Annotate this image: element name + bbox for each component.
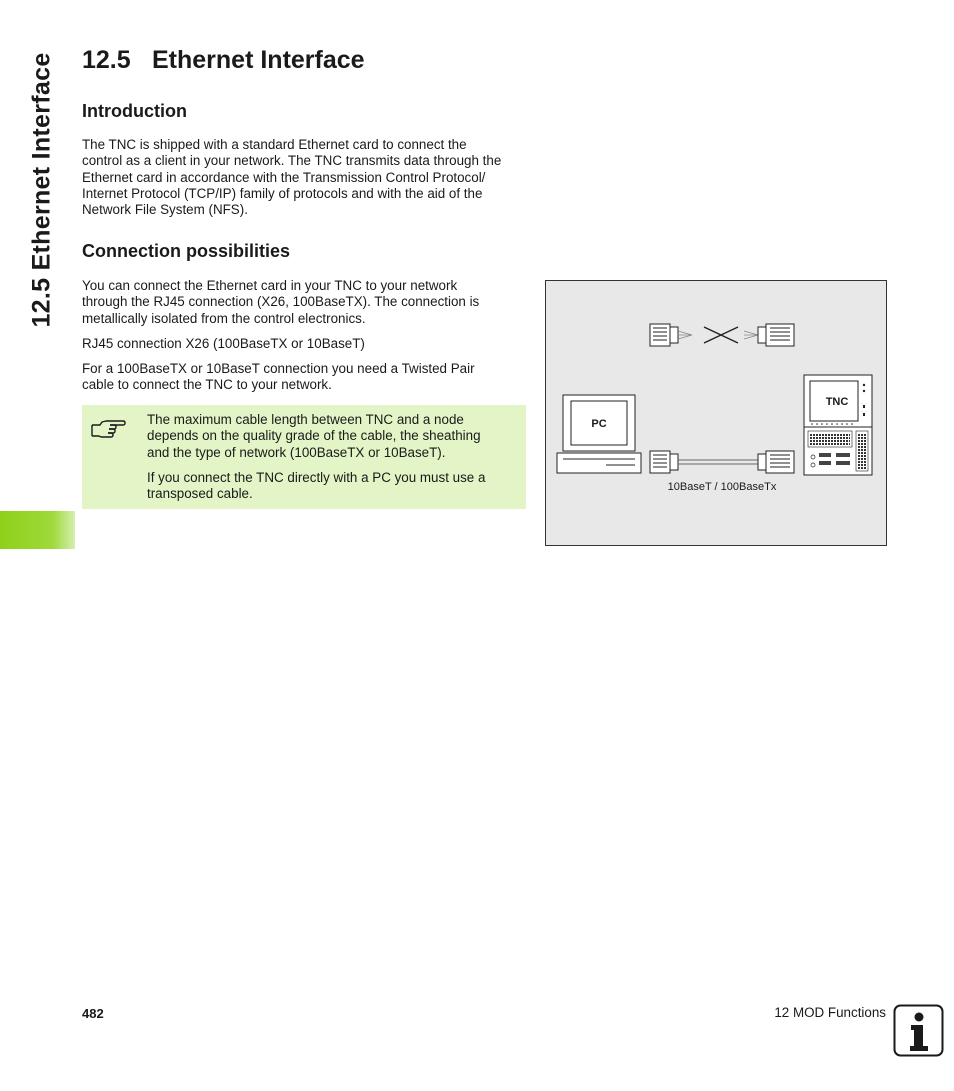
intro-line: Network File System (NFS).: [82, 202, 248, 218]
note-line: depends on the quality grade of the cable, the sheathing: [147, 428, 481, 444]
info-icon[interactable]: [893, 1004, 944, 1057]
cable-line: cable to connect the TNC to your network.: [82, 377, 332, 393]
intro-line: Internet Protocol (TCP/IP) family of protocols and with the aid of the: [82, 185, 483, 201]
intro-line: Ethernet card in accordance with the Transmission Control Protocol/: [82, 169, 486, 185]
section-title: Ethernet Interface: [152, 46, 365, 74]
note-line: and the type of network (100BaseTX or 10BaseT).: [147, 444, 446, 460]
section-number: 12.5: [82, 46, 131, 74]
note-line: The maximum cable length between TNC and a node: [147, 412, 464, 427]
chapter-label: 12 MOD Functions: [774, 1005, 886, 1020]
connection-line: metallically isolated from the control electronics.: [82, 310, 366, 326]
pc-computer-icon: [557, 395, 641, 473]
note-box: [82, 405, 526, 509]
intro-line: The TNC is shipped with a standard Ethernet card to connect the: [82, 137, 467, 152]
connection-line: You can connect the Ethernet card in your TNC to your network: [82, 278, 458, 293]
straight-cable-icon: [650, 451, 794, 473]
connection-heading: Connection possibilities: [82, 241, 291, 261]
chapter-tab-marker: [0, 511, 75, 549]
connection-diagram-svg: [546, 281, 886, 545]
rj45-line: RJ45 connection X26 (100BaseTX or 10BaseT): [82, 336, 365, 351]
cable-type-label: 10BaseT / 100BaseTx: [667, 481, 777, 493]
page-title: [82, 46, 365, 75]
tnc-label: TNC: [825, 396, 849, 408]
intro-line: control as a client in your network. The TNC transmits data through the: [82, 153, 502, 169]
introduction-heading: Introduction: [82, 101, 187, 121]
pc-label: PC: [591, 418, 607, 430]
connection-line: through the RJ45 connection (X26, 100BaseTX). The connection is: [82, 294, 480, 310]
pointing-hand-icon: [90, 417, 126, 441]
side-section-title-text: 12.5 Ethernet Interface: [27, 52, 56, 328]
transposed-cable-icon: [650, 324, 794, 346]
cable-line: For a 100BaseTX or 10BaseT connection you need a Twisted Pair: [82, 361, 475, 376]
connection-diagram: [545, 280, 887, 546]
tnc-top-buttons: [811, 423, 853, 425]
note-line: If you connect the TNC directly with a PC you must use a: [147, 470, 486, 485]
note-line: transposed cable.: [147, 486, 253, 502]
side-section-title: [0, 0, 75, 360]
page-number: 482: [82, 1006, 104, 1021]
